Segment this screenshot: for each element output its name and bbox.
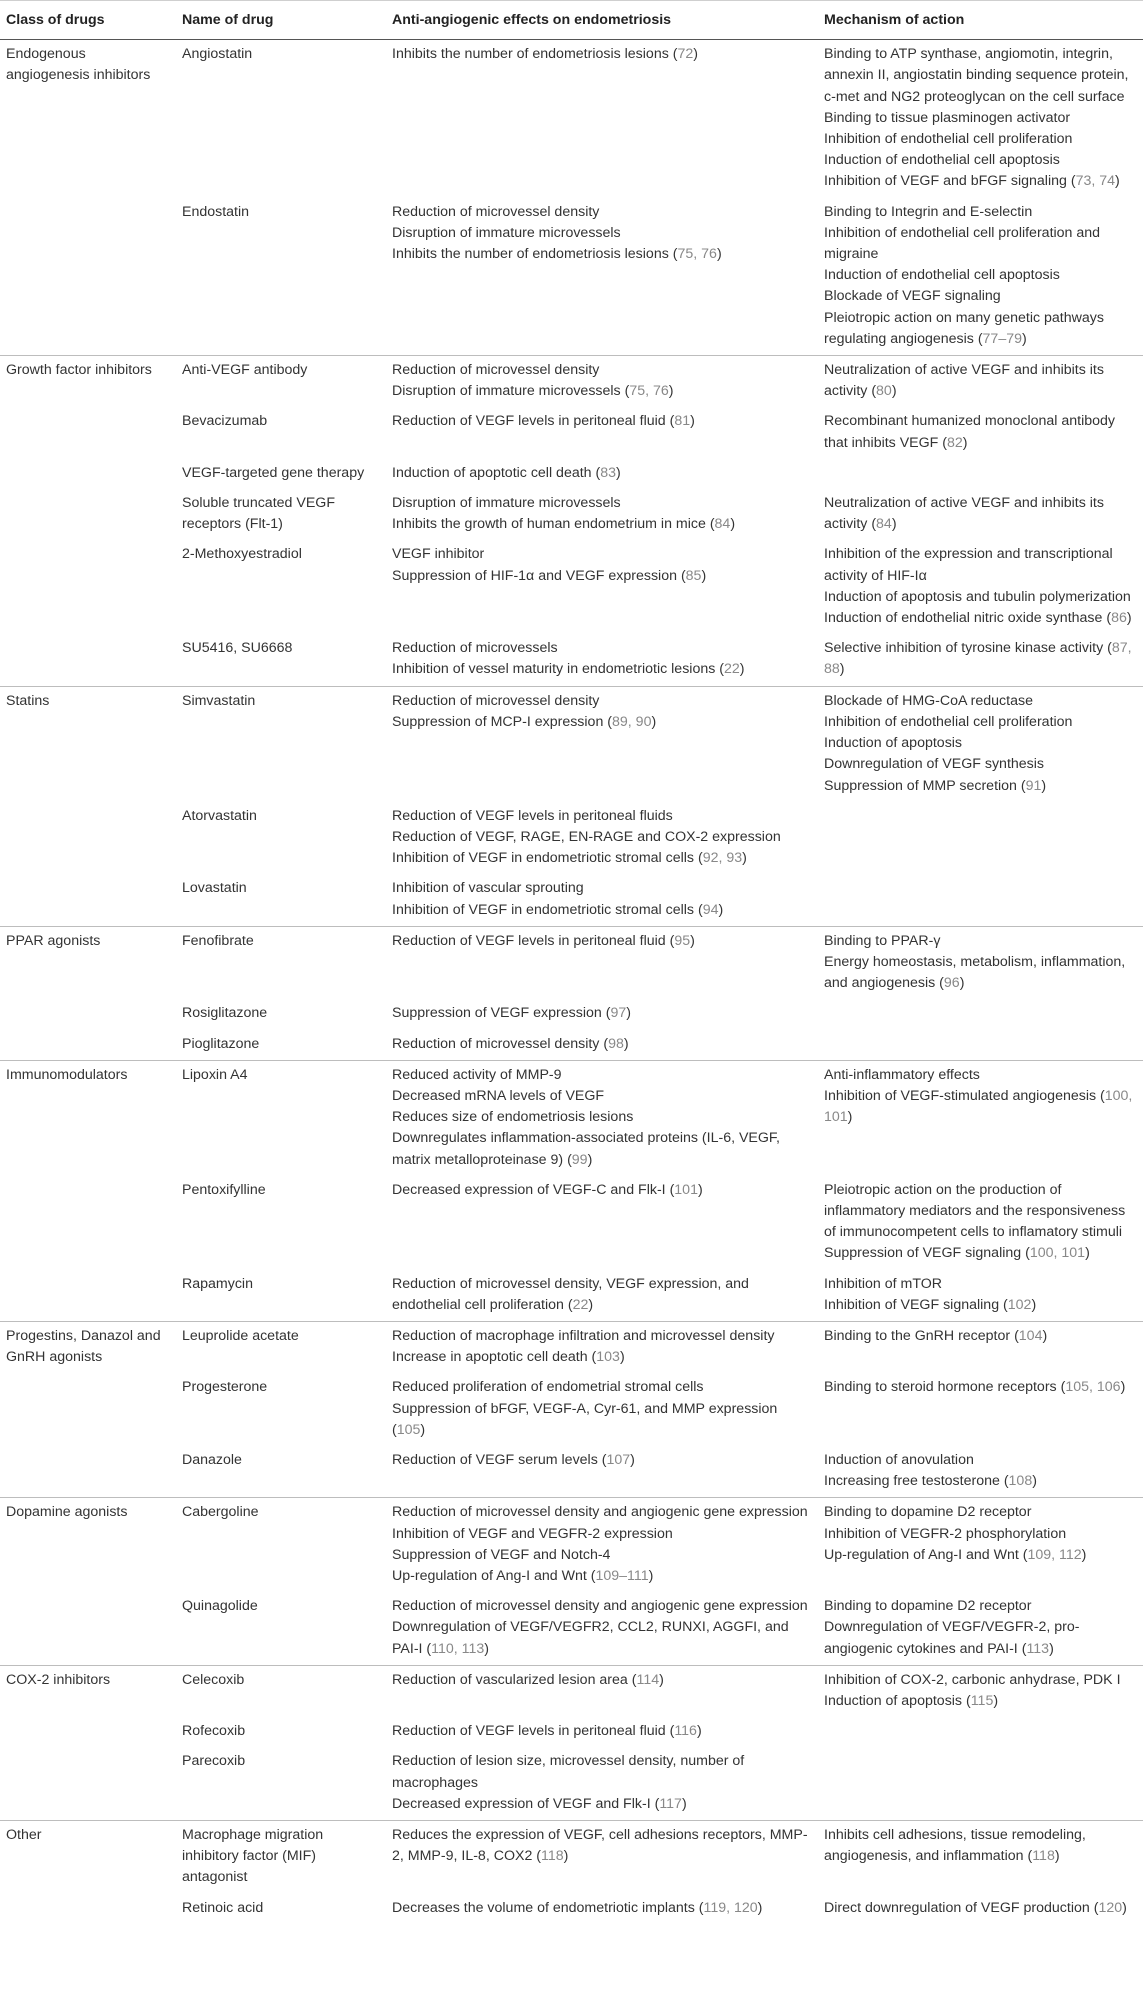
cell-name-of-drug: SU5416, SU6668	[176, 634, 386, 686]
text-line: Anti-inflammatory effects	[824, 1066, 980, 1083]
text-line: VEGF inhibitor	[392, 546, 485, 563]
text-line: Reduction of microvessels	[392, 640, 558, 657]
cell-mechanism-of-action	[818, 634, 1143, 686]
table-row	[0, 802, 1143, 875]
cell-mechanism-of-action	[818, 926, 1143, 999]
cell-mechanism-of-action	[818, 356, 1143, 408]
cell-name-of-drug: Bevacizumab	[182, 413, 268, 430]
table-row	[0, 1373, 1143, 1446]
text-line: Reduction of VEGF serum levels (107)	[392, 1451, 635, 1468]
table-row	[0, 459, 1143, 489]
cell-class-of-drugs: Endogenous angiogenesis inhibitors	[6, 46, 151, 84]
cell-anti-angiogenic-effects	[386, 926, 818, 999]
reference-citation[interactable]: 103	[596, 1349, 620, 1366]
table-row	[0, 1821, 1143, 1894]
cell-mechanism-of-action	[818, 40, 1143, 198]
cell-name-of-drug: Simvastatin	[182, 692, 256, 709]
cell-anti-angiogenic-effects	[386, 459, 818, 489]
cell-anti-angiogenic-effects	[386, 407, 818, 458]
cell-name-of-drug: Celecoxib	[182, 1671, 245, 1688]
text-line: Suppression of HIF-1α and VEGF expression (85)	[392, 567, 707, 584]
cell-name-of-drug: Endostatin	[176, 198, 386, 356]
cell-name-of-drug: Leuprolide acetate	[182, 1327, 299, 1344]
cell-mechanism-of-action	[818, 686, 1143, 802]
cell-mechanism-of-action	[818, 1373, 1143, 1446]
table-row	[0, 926, 1143, 999]
reference-citation[interactable]: 118	[1032, 1848, 1055, 1865]
cell-name-of-drug: Cabergoline	[182, 1504, 259, 1521]
text-line: Downregulation of VEGF/VEGFR-2, pro-angiogenic cytokines and PAI-I (113)	[824, 1619, 1080, 1657]
cell-mechanism-of-action	[818, 1176, 1143, 1270]
cell-anti-angiogenic-effects	[386, 1446, 818, 1498]
cell-anti-angiogenic-effects	[386, 540, 818, 634]
text-line: Induction of apoptosis (115)	[824, 1693, 999, 1710]
table-row	[0, 686, 1143, 802]
text-line: Reduction of microvessel density	[392, 692, 600, 709]
cell-class-of-drugs	[0, 802, 176, 875]
table-row	[0, 540, 1143, 634]
text-line: Inhibition of mTOR	[824, 1275, 943, 1292]
text-line: Induction of apoptosis	[824, 735, 963, 752]
cell-mechanism-of-action	[818, 1030, 1143, 1061]
cell-name-of-drug: Quinagolide	[176, 1592, 386, 1665]
cell-class-of-drugs	[0, 1373, 176, 1446]
cell-class-of-drugs	[0, 489, 176, 540]
text-line: Inhibition of VEGF signaling (102)	[824, 1296, 1037, 1313]
reference-citation[interactable]: 107	[606, 1451, 631, 1468]
cell-class-of-drugs: Immunomodulators	[6, 1066, 128, 1083]
cell-class-of-drugs	[0, 1030, 176, 1061]
cell-class-of-drugs	[0, 1176, 176, 1270]
text-line: Suppression of VEGF and Notch-4	[392, 1546, 611, 1563]
reference-citation[interactable]: 108	[1008, 1473, 1033, 1490]
text-line: Reduced activity of MMP-9	[392, 1066, 562, 1083]
text-line: Inhibition of endothelial cell proliferation and migraine	[824, 224, 1101, 263]
reference-citation[interactable]: 94	[702, 901, 719, 918]
text-line: Reduction of vascularized lesion area (114)	[392, 1671, 664, 1688]
reference-citation[interactable]: 81	[674, 413, 691, 430]
table-header-row	[0, 1, 1143, 40]
reference-citation[interactable]: 120	[1098, 1899, 1123, 1916]
text-line: Induction of endothelial nitric oxide synthase (86)	[824, 610, 1132, 627]
text-line: Inhibits cell adhesions, tissue remodeling, angiogenesis, and inflammation (118)	[824, 1827, 1086, 1865]
cell-anti-angiogenic-effects	[386, 999, 818, 1029]
text-line: Suppression of bFGF, VEGF-A, Cyr-61, and MMP expression (105)	[392, 1400, 778, 1438]
reference-citation[interactable]: 97	[610, 1005, 627, 1022]
text-line: Up-regulation of Ang-I and Wnt (109–111)	[392, 1568, 654, 1584]
text-line: Reduction of lesion size, microvessel density, number of macrophages	[392, 1753, 745, 1791]
reference-citation[interactable]: 72	[677, 46, 694, 63]
table-row	[0, 1270, 1143, 1322]
reference-citation[interactable]: 98	[608, 1035, 624, 1052]
reference-citation[interactable]: 77–79	[982, 330, 1022, 347]
reference-citation[interactable]: 101	[674, 1181, 698, 1198]
text-line: Pleiotropic action on many genetic pathways regulating angiogenesis (77–79)	[824, 309, 1104, 347]
reference-citation[interactable]: 84	[714, 516, 731, 533]
text-line: Binding to PPAR-γ	[824, 932, 941, 949]
cell-name-of-drug: Rapamycin	[176, 1270, 386, 1322]
cell-anti-angiogenic-effects	[386, 634, 818, 686]
text-line: Downregulation of VEGF/VEGFR2, CCL2, RUNXI, AGGFI, and PAI-I (110, 113)	[392, 1619, 789, 1657]
text-line: Reduction of microvessel density and angiogenic gene expression	[392, 1598, 808, 1615]
cell-name-of-drug: Pioglitazone	[176, 1030, 386, 1061]
reference-citation[interactable]: 80	[876, 383, 892, 400]
text-line: Binding to Integrin and E-selectin	[824, 203, 1033, 220]
table-row	[0, 1446, 1143, 1498]
text-line: Binding to tissue plasminogen activator	[824, 109, 1071, 126]
table-row	[0, 356, 1143, 408]
cell-anti-angiogenic-effects	[386, 489, 818, 540]
text-line: Reduction of VEGF levels in peritoneal fluid (116)	[392, 1723, 702, 1740]
table-row	[0, 407, 1143, 458]
cell-class-of-drugs	[0, 459, 176, 489]
cell-anti-angiogenic-effects	[386, 198, 818, 356]
text-line: Reduction of microvessel density (98)	[392, 1035, 629, 1052]
reference-citation[interactable]: 105	[396, 1421, 421, 1438]
cell-name-of-drug: Retinoic acid	[182, 1899, 264, 1916]
cell-anti-angiogenic-effects	[386, 356, 818, 408]
cell-class-of-drugs	[0, 407, 176, 458]
reference-citation[interactable]: 95	[674, 932, 691, 949]
cell-name-of-drug: Angiostatin	[182, 46, 253, 63]
reference-citation[interactable]: 100, 101	[1029, 1245, 1086, 1262]
reference-citation[interactable]: 110, 113	[431, 1640, 485, 1657]
text-line: Induction of endothelial cell apoptosis	[824, 267, 1060, 284]
cell-mechanism-of-action	[818, 459, 1143, 489]
cell-mechanism-of-action	[818, 999, 1143, 1029]
cell-name-of-drug: Rosiglitazone	[182, 1005, 268, 1022]
text-line: Reduction of microvessel density	[392, 362, 600, 379]
cell-anti-angiogenic-effects	[386, 802, 818, 875]
cell-name-of-drug: Progesterone	[182, 1379, 268, 1396]
cell-anti-angiogenic-effects	[386, 686, 818, 802]
text-line: Suppression of VEGF expression (97)	[392, 1005, 631, 1022]
reference-citation[interactable]: 87, 88	[824, 640, 1132, 678]
text-line: Disruption of immature microvessels	[392, 224, 621, 241]
cell-anti-angiogenic-effects	[386, 1498, 818, 1592]
cell-mechanism-of-action	[818, 1270, 1143, 1322]
text-line: Reduces size of endometriosis lesions	[392, 1109, 634, 1126]
text-line: Inhibits the number of endometriosis lesions (72)	[392, 46, 698, 63]
cell-mechanism-of-action	[818, 1717, 1143, 1747]
text-line: Reduction of microvessel density, VEGF expression, and endothelial cell proliferation (22)	[392, 1275, 749, 1313]
text-line: Inhibition of VEGFR-2 phosphorylation	[824, 1525, 1067, 1542]
text-line: Increase in apoptotic cell death (103)	[392, 1349, 625, 1366]
cell-anti-angiogenic-effects	[386, 1060, 818, 1176]
text-line: Downregulation of VEGF synthesis	[824, 756, 1045, 773]
text-line: Binding to dopamine D2 receptor	[824, 1504, 1032, 1521]
cell-mechanism-of-action	[818, 874, 1143, 926]
text-line: Recombinant humanized monoclonal antibody that inhibits VEGF (82)	[824, 413, 1116, 451]
text-line: Induction of apoptotic cell death (83)	[392, 464, 621, 481]
cell-anti-angiogenic-effects	[386, 1030, 818, 1061]
table-row	[0, 1665, 1143, 1717]
table-row	[0, 1747, 1143, 1820]
reference-citation[interactable]: 116	[674, 1723, 697, 1740]
table-row	[0, 634, 1143, 686]
table-row	[0, 489, 1143, 540]
cell-class-of-drugs	[0, 1270, 176, 1322]
cell-class-of-drugs	[0, 198, 176, 356]
cell-class-of-drugs	[0, 634, 176, 686]
cell-mechanism-of-action	[818, 1060, 1143, 1176]
cell-name-of-drug: Parecoxib	[176, 1747, 386, 1820]
cell-name-of-drug: Lovastatin	[176, 874, 386, 926]
cell-anti-angiogenic-effects	[386, 1821, 818, 1894]
text-line: Reduction of macrophage infiltration and microvessel density	[392, 1327, 775, 1344]
cell-mechanism-of-action	[818, 1321, 1143, 1373]
reference-citation[interactable]: 104	[1018, 1327, 1043, 1344]
cell-mechanism-of-action	[818, 489, 1143, 540]
text-line: Decreased mRNA levels of VEGF	[392, 1087, 605, 1104]
cell-name-of-drug: Rofecoxib	[182, 1723, 246, 1740]
text-line: Inhibition of VEGF in endometriotic stromal cells (94)	[392, 901, 724, 918]
table-body	[0, 40, 1143, 1924]
reference-citation[interactable]: 73, 74	[1075, 173, 1116, 190]
reference-citation[interactable]: 99	[571, 1151, 588, 1168]
reference-citation[interactable]: 83	[600, 464, 617, 481]
text-line: Binding to steroid hormone receptors (105, 106)	[824, 1379, 1126, 1396]
reference-citation[interactable]: 84	[876, 516, 892, 533]
text-line: Up-regulation of Ang-I and Wnt (109, 112)	[824, 1546, 1087, 1563]
reference-citation[interactable]: 82	[947, 434, 963, 451]
cell-name-of-drug: Fenofibrate	[182, 932, 254, 949]
table-row	[0, 1498, 1143, 1592]
cell-anti-angiogenic-effects	[386, 1665, 818, 1717]
cell-name-of-drug: VEGF-targeted gene therapy	[182, 464, 365, 481]
text-line: Reduces the expression of VEGF, cell adhesions receptors, MMP-2, MMP-9, IL-8, COX2 (118)	[392, 1827, 808, 1865]
cell-anti-angiogenic-effects	[386, 1373, 818, 1446]
cell-mechanism-of-action	[818, 198, 1143, 356]
cell-class-of-drugs: Growth factor inhibitors	[6, 362, 152, 379]
cell-mechanism-of-action	[818, 802, 1143, 875]
text-line: Inhibition of vessel maturity in endometriotic lesions (22)	[392, 661, 745, 678]
text-line: Reduction of VEGF levels in peritoneal fluids	[392, 807, 673, 824]
cell-class-of-drugs	[0, 874, 176, 926]
text-line: Reduction of microvessel density and angiogenic gene expression	[392, 1504, 808, 1521]
reference-citation[interactable]: 102	[1007, 1296, 1032, 1313]
text-line: Suppression of MMP secretion (91)	[824, 777, 1047, 794]
cell-name-of-drug: Anti-VEGF antibody	[182, 362, 308, 379]
text-line: Inhibition of the expression and transcriptional activity of HIF-Iα	[824, 546, 1113, 584]
cell-class-of-drugs	[0, 1446, 176, 1498]
cell-class-of-drugs: Dopamine agonists	[6, 1504, 128, 1521]
table-row	[0, 1176, 1143, 1270]
cell-class-of-drugs	[0, 540, 176, 634]
text-line: Inhibits the number of endometriosis lesions (75, 76)	[392, 246, 722, 263]
cell-anti-angiogenic-effects	[386, 1176, 818, 1270]
text-line: Inhibition of VEGF-stimulated angiogenesis (100, 101)	[824, 1087, 1133, 1126]
table-row	[0, 1894, 1143, 1924]
text-line: Inhibition of endothelial cell proliferation	[824, 713, 1073, 730]
table-row	[0, 1030, 1143, 1061]
cell-anti-angiogenic-effects	[386, 1321, 818, 1373]
reference-citation[interactable]: 115	[970, 1693, 994, 1710]
cell-class-of-drugs: Other	[6, 1827, 42, 1844]
reference-citation[interactable]: 105, 106	[1065, 1379, 1121, 1396]
reference-citation[interactable]: 113	[1026, 1640, 1050, 1657]
text-line: Disruption of immature microvessels	[392, 495, 621, 512]
cell-anti-angiogenic-effects	[386, 1717, 818, 1747]
text-line: Downregulates inflammation-associated proteins (IL-6, VEGF, matrix metalloproteinase 9) (99)	[392, 1130, 780, 1168]
cell-class-of-drugs	[0, 1747, 176, 1820]
reference-citation[interactable]: 75, 76	[629, 383, 669, 400]
cell-anti-angiogenic-effects	[386, 1747, 818, 1820]
cell-class-of-drugs: COX-2 inhibitors	[6, 1671, 111, 1688]
text-line: Suppression of VEGF signaling (100, 101)	[824, 1245, 1090, 1262]
reference-citation[interactable]: 92, 93	[702, 850, 743, 867]
text-line: Decreased expression of VEGF and Flk-I (117)	[392, 1795, 687, 1812]
text-line: Decreases the volume of endometriotic implants (119, 120)	[392, 1899, 763, 1916]
cell-mechanism-of-action	[818, 1592, 1143, 1665]
text-line: Increasing free testosterone (108)	[824, 1473, 1037, 1490]
cell-name-of-drug: Soluble truncated VEGF receptors (Flt-1)	[182, 495, 335, 533]
cell-anti-angiogenic-effects	[386, 1894, 818, 1924]
text-line: Inhibition of endothelial cell proliferation	[824, 131, 1073, 148]
reference-citation[interactable]: 22	[572, 1296, 589, 1313]
reference-citation[interactable]: 91	[1025, 777, 1042, 794]
cell-anti-angiogenic-effects	[386, 1270, 818, 1322]
text-line: Blockade of VEGF signaling	[824, 288, 1001, 305]
text-line: Neutralization of active VEGF and inhibits its activity (80)	[824, 362, 1104, 400]
reference-citation[interactable]: 22	[724, 661, 740, 678]
table-row	[0, 198, 1143, 356]
reference-citation[interactable]: 119, 120	[703, 1899, 758, 1916]
text-line: Inhibits the growth of human endometrium in mice (84)	[392, 516, 736, 533]
cell-name-of-drug: 2-Methoxyestradiol	[182, 546, 302, 563]
header-anti-angiogenic-effects: Anti-angiogenic effects on endometriosis	[386, 1, 818, 40]
text-line: Induction of anovulation	[824, 1451, 974, 1468]
cell-class-of-drugs: Statins	[6, 692, 50, 709]
cell-mechanism-of-action	[818, 1665, 1143, 1717]
table-row	[0, 1592, 1143, 1665]
header-name-of-drug: Name of drug	[176, 1, 386, 40]
cell-mechanism-of-action	[818, 1821, 1143, 1894]
text-line: Reduction of VEGF, RAGE, EN-RAGE and COX-2 expression	[392, 828, 781, 845]
cell-class-of-drugs	[0, 1894, 176, 1924]
cell-name-of-drug: Lipoxin A4	[182, 1066, 248, 1083]
reference-citation[interactable]: 109–111	[595, 1568, 649, 1584]
reference-citation[interactable]: 75, 76	[677, 246, 717, 263]
cell-class-of-drugs	[0, 1592, 176, 1665]
text-line: Reduction of VEGF levels in peritoneal fluid (81)	[392, 413, 695, 430]
cell-anti-angiogenic-effects	[386, 40, 818, 198]
cell-mechanism-of-action	[818, 1894, 1143, 1924]
reference-citation[interactable]: 89, 90	[612, 713, 652, 730]
text-line: Decreased expression of VEGF-C and Flk-I (101)	[392, 1181, 703, 1198]
text-line: Suppression of MCP-I expression (89, 90)	[392, 713, 657, 730]
cell-anti-angiogenic-effects	[386, 874, 818, 926]
cell-mechanism-of-action	[818, 1498, 1143, 1592]
reference-citation[interactable]: 114	[636, 1671, 660, 1688]
table-row	[0, 874, 1143, 926]
text-line: Reduction of microvessel density	[392, 203, 600, 220]
reference-citation[interactable]: 118	[541, 1848, 564, 1865]
text-line: Selective inhibition of tyrosine kinase activity (87, 88)	[824, 640, 1132, 678]
table-row	[0, 1060, 1143, 1176]
text-line: Pleiotropic action on the production of inflammatory mediators and the responsiveness of immunocompetent cells to inflamatory stimuli	[824, 1181, 1126, 1241]
text-line: Inhibition of VEGF in endometriotic stromal cells (92, 93)	[392, 850, 747, 867]
header-mechanism-of-action: Mechanism of action	[818, 1, 1143, 40]
table-row	[0, 40, 1143, 198]
reference-citation[interactable]: 109, 112	[1027, 1546, 1082, 1563]
cell-class-of-drugs	[0, 999, 176, 1029]
text-line: Binding to ATP synthase, angiomotin, integrin, annexin II, angiostatin binding sequence protein, c-met and NG2 proteoglycan on the cell surface	[824, 46, 1129, 105]
cell-class-of-drugs: Progestins, Danazol and GnRH agonists	[6, 1327, 161, 1366]
text-line: Direct downregulation of VEGF production (120)	[824, 1899, 1127, 1916]
text-line: Induction of apoptosis and tubulin polymerization	[824, 588, 1131, 605]
text-line: Binding to the GnRH receptor (104)	[824, 1327, 1048, 1344]
table-row	[0, 1717, 1143, 1747]
text-line: Energy homeostasis, metabolism, inflammation, and angiogenesis (96)	[824, 953, 1126, 992]
cell-class-of-drugs: PPAR agonists	[6, 932, 101, 949]
reference-citation[interactable]: 85	[685, 567, 702, 584]
text-line: Blockade of HMG-CoA reductase	[824, 692, 1033, 709]
cell-anti-angiogenic-effects	[386, 1592, 818, 1665]
text-line: Neutralization of active VEGF and inhibits its activity (84)	[824, 495, 1104, 533]
cell-name-of-drug: Atorvastatin	[182, 807, 257, 824]
cell-mechanism-of-action	[818, 1446, 1143, 1498]
cell-mechanism-of-action	[818, 1747, 1143, 1820]
text-line: Inhibition of VEGF and VEGFR-2 expression	[392, 1525, 673, 1542]
text-line: Reduced proliferation of endometrial stromal cells	[392, 1379, 704, 1396]
cell-name-of-drug: Macrophage migration inhibitory factor (MIF) antagonist	[182, 1827, 324, 1886]
reference-citation[interactable]: 86	[1111, 610, 1127, 627]
reference-citation[interactable]: 117	[659, 1795, 682, 1812]
text-line: Induction of endothelial cell apoptosis	[824, 152, 1060, 169]
cell-class-of-drugs	[0, 1717, 176, 1747]
text-line: Inhibition of vascular sprouting	[392, 880, 584, 897]
cell-mechanism-of-action	[818, 540, 1143, 634]
text-line: Inhibition of VEGF and bFGF signaling (73, 74)	[824, 173, 1120, 190]
text-line: Reduction of VEGF levels in peritoneal fluid (95)	[392, 932, 695, 949]
table-row	[0, 1321, 1143, 1373]
text-line: Inhibition of COX-2, carbonic anhydrase, PDK I	[824, 1671, 1121, 1688]
cell-name-of-drug: Danazole	[176, 1446, 386, 1498]
text-line: Disruption of immature microvessels (75, 76)	[392, 383, 674, 400]
cell-name-of-drug: Pentoxifylline	[182, 1181, 266, 1198]
text-line: Binding to dopamine D2 receptor	[824, 1598, 1032, 1615]
table-row	[0, 999, 1143, 1029]
reference-citation[interactable]: 96	[943, 975, 960, 992]
cell-mechanism-of-action	[818, 407, 1143, 458]
reference-citation[interactable]: 100, 101	[824, 1087, 1133, 1126]
header-class-of-drugs: Class of drugs	[0, 1, 176, 40]
